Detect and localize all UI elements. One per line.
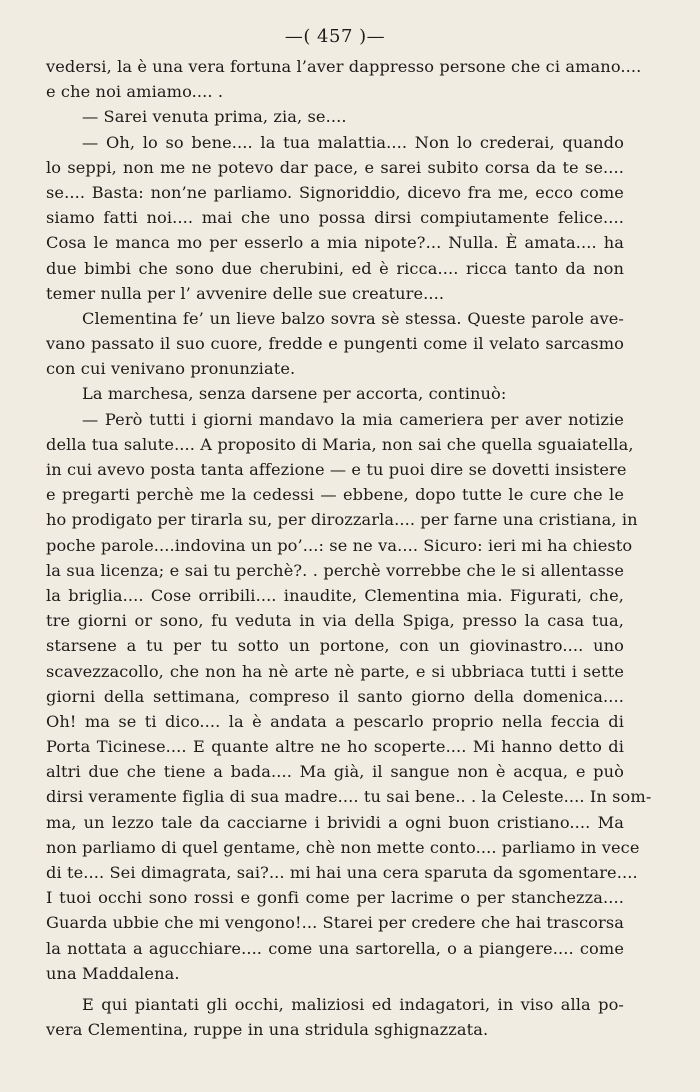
text-line: ho prodigato per tirarla su, per dirozzarla.... per farne una cristiana, in (46, 510, 638, 530)
text-line: — Sarei venuta prima, zia, se.... (82, 107, 347, 127)
text-line: della tua salute.... A proposito di Maria, non sai che quella sguaiatella, (46, 434, 634, 454)
text-line: la sua licenza; e sai tu perchè?. . perchè vorrebbe che le si allentasse (46, 560, 624, 580)
text-line: temer nulla per l’ avvenire delle sue creature.... (46, 283, 445, 303)
text-line: I tuoi occhi sono rossi e gonfi come per lacrime o per stanchezza.... (46, 888, 624, 908)
page-number-header: —( 457 )— (284, 26, 386, 47)
text-line: tre giorni or sono, fu veduta in via della Spiga, presso la casa tua, (46, 611, 624, 631)
text-line: E qui piantati gli occhi, maliziosi ed indagatori, in viso alla po- (82, 994, 624, 1014)
text-line: ma, un lezzo tale da cacciarne i brividi a ogni buon cristiano.... Ma (46, 812, 624, 832)
text-line: Cosa le manca mo per esserlo a mia nipote?... Nulla. È amata.... ha (46, 233, 624, 253)
text-line: se.... Basta: non’ne parliamo. Signoriddio, dicevo fra me, ecco come (46, 182, 624, 202)
text-line: lo seppi, non me ne potevo dar pace, e sarei subito corsa da te se.... (46, 157, 624, 177)
text-line: Guarda ubbie che mi vengono!... Starei per credere che hai trascorsa (46, 913, 624, 933)
text-line: con cui venivano pronunziate. (46, 359, 296, 379)
text-line: giorni della settimana, compreso il santo giorno della domenica.... (46, 686, 624, 706)
text-line: e che noi amiamo.... . (46, 82, 224, 102)
text-line: altri due che tiene a bada.... Ma già, il sangue non è acqua, e può (46, 762, 624, 782)
text-line: poche parole....indovina un po’...: se ne va.... Sicuro: ieri mi ha chiesto (46, 535, 633, 555)
text-line: la nottata a agucchiare.... come una sartorella, o a piangere.... come (46, 938, 624, 958)
text-line: — Però tutti i giorni mandavo la mia cameriera per aver notizie (82, 409, 624, 429)
text-line: — Oh, lo so bene.... la tua malattia.... Non lo crederai, quando (82, 132, 624, 152)
text-line: scavezzacollo, che non ha nè arte nè parte, e si ubbriaca tutti i sette (46, 661, 624, 681)
text-line: non parliamo di quel gentame, chè non mette conto.... parliamo in vece (46, 837, 640, 857)
text-line: Porta Ticinese.... E quante altre ne ho scoperte.... Mi hanno detto di (46, 737, 624, 757)
text-line: vedersi, la è una vera fortuna l’aver dappresso persone che ci amano.... (46, 57, 642, 76)
text-line: e pregarti perchè me la cedessi — ebbene, dopo tutte le cure che le (46, 485, 624, 505)
body-text (46, 54, 652, 1042)
text-line: in cui avevo posta tanta affezione — e tu puoi dire se dovetti insistere (46, 460, 627, 479)
text-line: una Maddalena. (46, 963, 180, 983)
text-line: La marchesa, senza darsene per accorta, continuò: (82, 384, 507, 404)
text-line: due bimbi che sono due cherubini, ed è ricca.... ricca tanto da non (46, 258, 624, 278)
text-line: Oh! ma se ti dico.... la è andata a pescarlo proprio nella feccia di (46, 711, 624, 731)
text-line: vano passato il suo cuore, fredde e pungenti come il velato sarcasmo (46, 334, 624, 354)
text-line: starsene a tu per tu sotto un portone, con un giovinastro.... uno (46, 636, 624, 656)
text-line: la briglia.... Cose orribili.... inaudite, Clementina mia. Figurati, che, (46, 585, 624, 605)
text-line: Clementina fe’ un lieve balzo sovra sè stessa. Queste parole ave- (82, 308, 624, 328)
text-line: siamo fatti noi.... mai che uno possa dirsi compiutamente felice.... (46, 208, 624, 228)
text-line: vera Clementina, ruppe in una stridula sghignazzata. (46, 1020, 489, 1040)
text-line: dirsi veramente figlia di sua madre.... tu sai bene.. . la Celeste.... In som- (46, 787, 652, 807)
text-line: di te.... Sei dimagrata, sai?... mi hai una cera sparuta da sgomentare.... (46, 863, 638, 882)
